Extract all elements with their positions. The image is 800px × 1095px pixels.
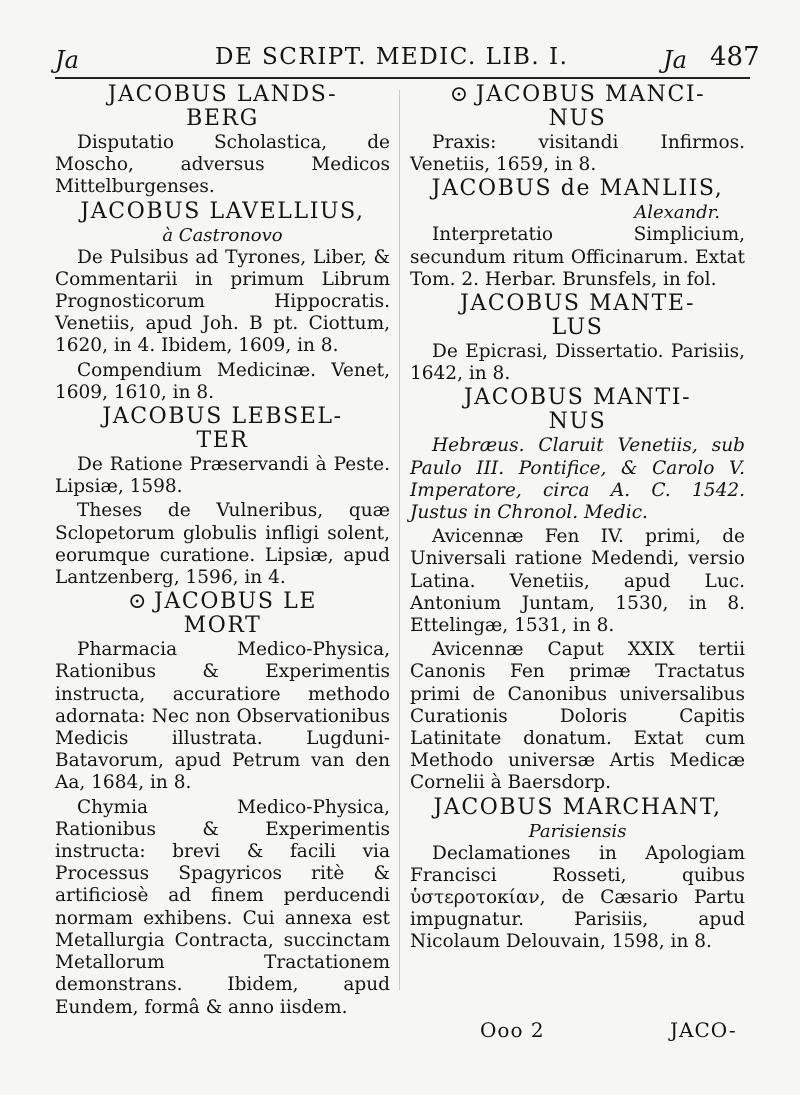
entry-text: De Epicrasi, Dissertatio. Parisiis, 1642, in 8.: [410, 341, 745, 385]
entry-heading-cont: MORT: [183, 613, 262, 639]
entry-text: Declamationes in Apologiam Francisci Rosseti, quibus ὑστεροτοκίαν, de Cæsario Partu impugnatur. Parisiis, apud Nicolaum Delouvain, 1598, in 8.: [410, 842, 745, 953]
page-footer: [410, 1018, 750, 1046]
header-left-abbr: Ja: [55, 46, 79, 74]
entry-text: Avicennæ Caput XXIX tertii Canonis Fen primæ Tractatus primi de Canonibus universalibus Curationis Doloris Capitis Latinitate donatum. Extat cum Methodo universæ Artis Medicæ Cornelii à Baersdorp.: [410, 639, 745, 794]
entry-heading: JACOBUS LANDS-: [107, 82, 338, 107]
header-right-abbr: Ja: [663, 46, 687, 74]
header-title: DE SCRIPT. MEDIC. LIB. I.: [215, 44, 569, 70]
catchword: JACO-: [670, 1018, 737, 1042]
entry-heading: JACOBUS de MANLIIS,: [431, 176, 724, 202]
entry-text: De Ratione Præservandi à Peste. Lipsiæ, 1598.: [55, 454, 390, 498]
entry-text: Theses de Vulneribus, quæ Sclopetorum globulis infligi solent, eorumque curatione. Lipsiæ, apud Lantzenberg, 1596, in 4.: [55, 500, 390, 589]
entry-heading-cont: NUS: [548, 106, 607, 131]
marked-entry-icon: ⊙: [449, 82, 470, 107]
entry-heading: JACOBUS MANTE-: [460, 291, 695, 317]
entry-heading: JACOBUS MARCHANT,: [433, 794, 722, 820]
entry-heading: [410, 84, 745, 106]
entry-heading: JACOBUS LEBSEL-: [102, 404, 343, 430]
entry-subheading: Parisiensis: [528, 820, 627, 842]
page-number: 487: [710, 42, 760, 72]
entry-biographical-note: Hebræus. Claruit Venetiis, sub Paulo III. Pontifice, & Carolo V. Imperatore, circa A. C. 1542. Justus in Chronol. Medic.: [410, 435, 745, 524]
entry-heading-cont: NUS: [548, 409, 607, 435]
entry-text: Interpretatio Simplicium, secundum ritum Officinarum. Extat Tom. 2. Herbar. Brunsfels, in fol.: [410, 224, 745, 290]
signature-mark: Ooo 2: [480, 1018, 545, 1042]
entry-heading-cont: BERG: [186, 106, 259, 131]
entry-heading: JACOBUS LAVELLIUS,: [80, 198, 365, 224]
entry-text: Chymia Medico-Physica, Rationibus & Experimentis instructa: brevi & facili via Processus Spagyricos ritè & artificiosè ad finem perducendi normam exhibens. Cui annexa est Metallurgia Contracta, succinctam Metallorum Tractationem demonstrans. Ibidem, apud Eundem, formâ & anno iisdem.: [55, 796, 390, 1018]
entry-text: Avicennæ Fen IV. primi, de Universali ratione Medendi, versio Latina. Venetiis, apud Luc. Antonium Juntam, 1530, in 8. Ettelingæ, 1531, in 8.: [410, 526, 745, 637]
entry-text: Compendium Medicinæ. Venet, 1609, 1610, in 8.: [55, 359, 390, 403]
marked-entry-icon: ⊙: [127, 589, 148, 615]
entry-heading-text: JACOBUS LE: [154, 589, 318, 615]
entry-subheading: Alexandr.: [634, 202, 720, 224]
header-rule: [55, 77, 750, 79]
entry-heading-cont: LUS: [551, 315, 604, 341]
running-header: [55, 38, 760, 78]
entry-subheading: à Castronovo: [162, 224, 283, 246]
entry-text: Disputatio Scholastica, de Moscho, adversus Medicos Mittelburgenses.: [55, 132, 390, 198]
entry-heading-text: JACOBUS MANCI-: [475, 82, 706, 107]
entry-heading: [55, 591, 390, 613]
left-column: [55, 82, 390, 1021]
entry-text: Praxis: visitandi Infirmos. Venetiis, 1659, in 8.: [410, 132, 745, 176]
column-divider: [399, 90, 400, 990]
entry-text: De Pulsibus ad Tyrones, Liber, & Commentarii in primum Librum Prognosticorum Hippocratis. Venetiis, apud Joh. B pt. Ciottum, 1620, in 4. Ibidem, 1609, in 8.: [55, 246, 390, 357]
entry-heading: JACOBUS MANTI-: [463, 385, 692, 411]
right-column: [410, 82, 745, 956]
entry-text: Pharmacia Medico-Physica, Rationibus & Experimentis instructa, accuratiore methodo adornata: Nec non Observationibus Medicis illustrata. Lugduni-Batavorum, apud Petrum van den Aa, 1684, in 8.: [55, 639, 390, 794]
entry-heading-cont: TER: [196, 428, 249, 454]
